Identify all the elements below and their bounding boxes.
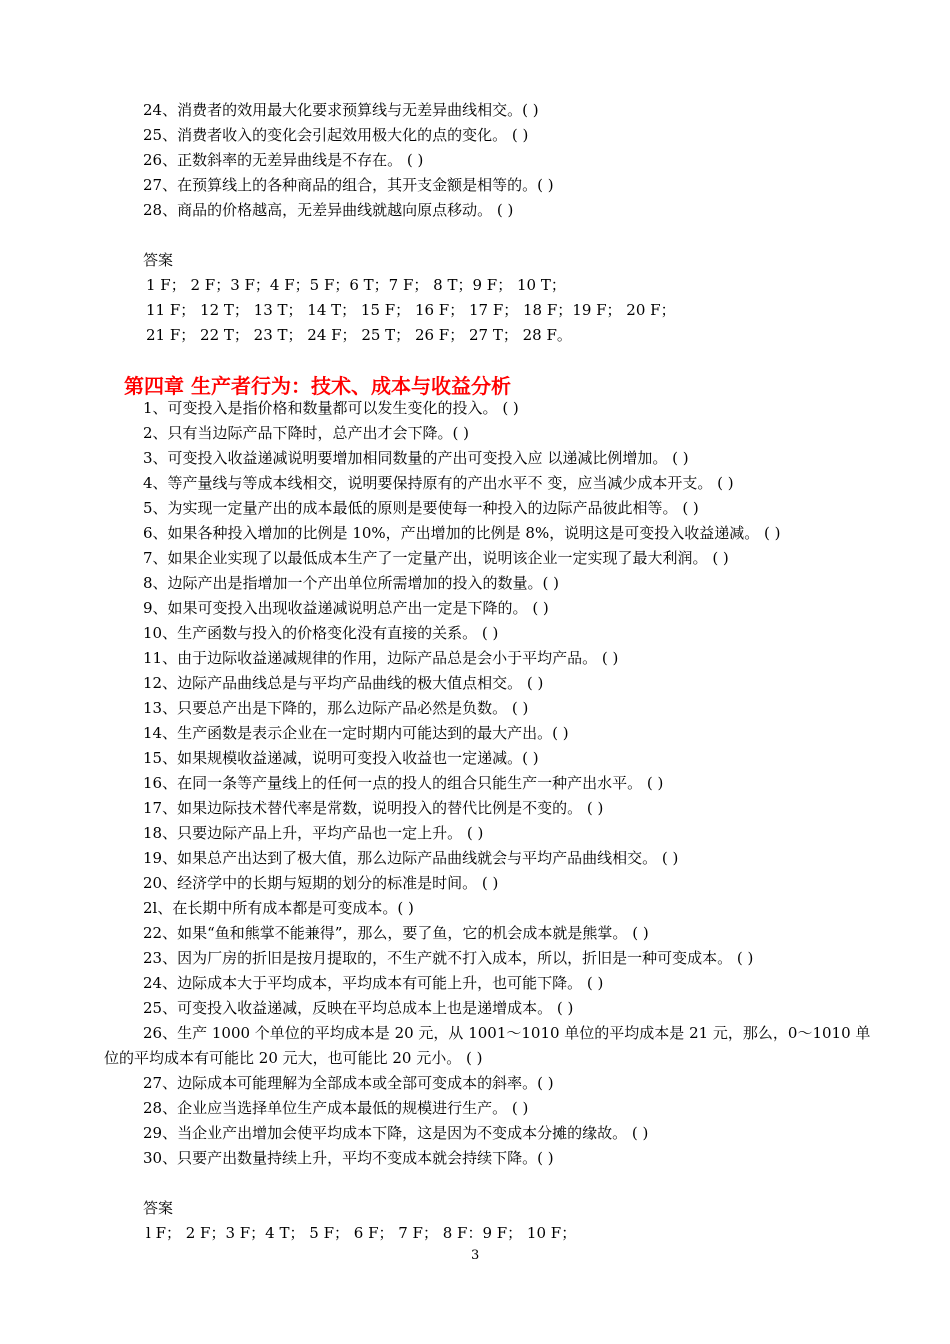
question-item: 8、边际产出是指增加一个产出单位所需增加的投入的数量。( ) [143, 574, 560, 592]
question-item: 27、边际成本可能理解为全部成本或全部可变成本的斜率。( ) [143, 1074, 554, 1092]
answer-line: l F； 2 F；3 F；4 T； 5 F； 6 F； 7 F； 8 F：9 F； 10 F； [146, 1224, 577, 1242]
question-item: 19、如果总产出达到了极大值，那么边际产品曲线就会与平均产品曲线相交。 ( ) [143, 849, 679, 867]
question-item: 1、可变投入是指价格和数量都可以发生变化的投入。 ( ) [143, 399, 519, 417]
question-item-continuation: 位的平均成本有可能比 20 元大，也可能比 20 元小。 ( ) [104, 1049, 483, 1067]
question-item: 26、正数斜率的无差异曲线是不存在。 ( ) [143, 151, 424, 169]
question-item: 29、当企业产出增加会使平均成本下降，这是因为不变成本分摊的缘故。 ( ) [143, 1124, 649, 1142]
chapter-heading: 第四章 生产者行为：技术、成本与收益分析 [124, 374, 511, 398]
answer-line: 1 F； 2 F；3 F；4 F；5 F；6 T；7 F； 8 T；9 F； 10 T； [146, 276, 566, 294]
question-item: 23、因为厂房的折旧是按月提取的，不生产就不打入成本，所以，折旧是一种可变成本。 ( ) [143, 949, 754, 967]
answer-label: 答案 [143, 251, 174, 269]
question-item: 28、企业应当选择单位生产成本最低的规模进行生产。 ( ) [143, 1099, 529, 1117]
question-item: 25、消费者收入的变化会引起效用极大化的点的变化。 ( ) [143, 126, 529, 144]
question-item: 14、生产函数是表示企业在一定时期内可能达到的最大产出。( ) [143, 724, 569, 742]
page-number: 3 [471, 1248, 480, 1263]
question-item: 16、在同一条等产量线上的任何一点的投人的组合只能生产一种产出水平。 ( ) [143, 774, 664, 792]
question-item: 17、如果边际技术替代率是常数，说明投入的替代比例是不变的。 ( ) [143, 799, 604, 817]
question-item: 15、如果规模收益递减，说明可变投入收益也一定递减。( ) [143, 749, 539, 767]
question-item: 30、只要产出数量持续上升，平均不变成本就会持续下降。( ) [143, 1149, 554, 1167]
question-item: 27、在预算线上的各种商品的组合，其开支金额是相等的。( ) [143, 176, 554, 194]
question-item: 3、可变投入收益递减说明要增加相同数量的产出可变投入应 以递减比例增加。 ( ) [143, 449, 689, 467]
question-item: 24、消费者的效用最大化要求预算线与无差异曲线相交。( ) [143, 101, 539, 119]
question-item: 13、只要总产出是下降的，那么边际产品必然是负数。 ( ) [143, 699, 529, 717]
question-item: 2、只有当边际产品下降时，总产出才会下降。( ) [143, 424, 470, 442]
question-item: 26、生产 1000 个单位的平均成本是 20 元，从 1001～1010 单位的平均成本是 21 元，那么，0～1010 单 [143, 1024, 871, 1042]
question-item: 22、如果“鱼和熊掌不能兼得”，那么，要了鱼，它的机会成本就是熊掌。 ( ) [143, 924, 649, 942]
question-item: 4、等产量线与等成本线相交，说明要保持原有的产出水平不 变，应当减少成本开支。 ( ) [143, 474, 734, 492]
answer-line: 11 F； 12 T； 13 T； 14 T； 15 F； 16 F； 17 F； 18 F；19 F； 20 F； [146, 301, 676, 319]
question-item: 6、如果各种投入增加的比例是 10%，产出增加的比例是 8%，说明这是可变投入收益递减。 ( ) [143, 524, 781, 542]
answer-line: 21 F； 22 T； 23 T； 24 F； 25 T； 26 F； 27 T； 28 F。 [146, 326, 572, 344]
question-item: 5、为实现一定量产出的成本最低的原则是要使每一种投入的边际产品彼此相等。 ( ) [143, 499, 699, 517]
question-item: 9、如果可变投入出现收益递减说明总产出一定是下降的。 ( ) [143, 599, 549, 617]
question-item: 25、可变投入收益递减，反映在平均总成本上也是递增成本。 ( ) [143, 999, 574, 1017]
answer-label: 答案 [143, 1199, 174, 1217]
question-item: 12、边际产品曲线总是与平均产品曲线的极大值点相交。 ( ) [143, 674, 544, 692]
question-item: 18、只要边际产品上升，平均产品也一定上升。 ( ) [143, 824, 484, 842]
question-item: 24、边际成本大于平均成本，平均成本有可能上升，也可能下降。 ( ) [143, 974, 604, 992]
question-item: 28、商品的价格越高，无差异曲线就越向原点移动。 ( ) [143, 201, 514, 219]
question-item: 11、由于边际收益递减规律的作用，边际产品总是会小于平均产品。 ( ) [143, 649, 619, 667]
question-item: 7、如果企业实现了以最低成本生产了一定量产出，说明该企业一定实现了最大利润。 ( ) [143, 549, 729, 567]
question-item: 20、经济学中的长期与短期的划分的标准是时间。 ( ) [143, 874, 499, 892]
question-item: 2l、在长期中所有成本都是可变成本。( ) [143, 899, 414, 917]
question-item: 10、生产函数与投入的价格变化没有直接的关系。 ( ) [143, 624, 499, 642]
